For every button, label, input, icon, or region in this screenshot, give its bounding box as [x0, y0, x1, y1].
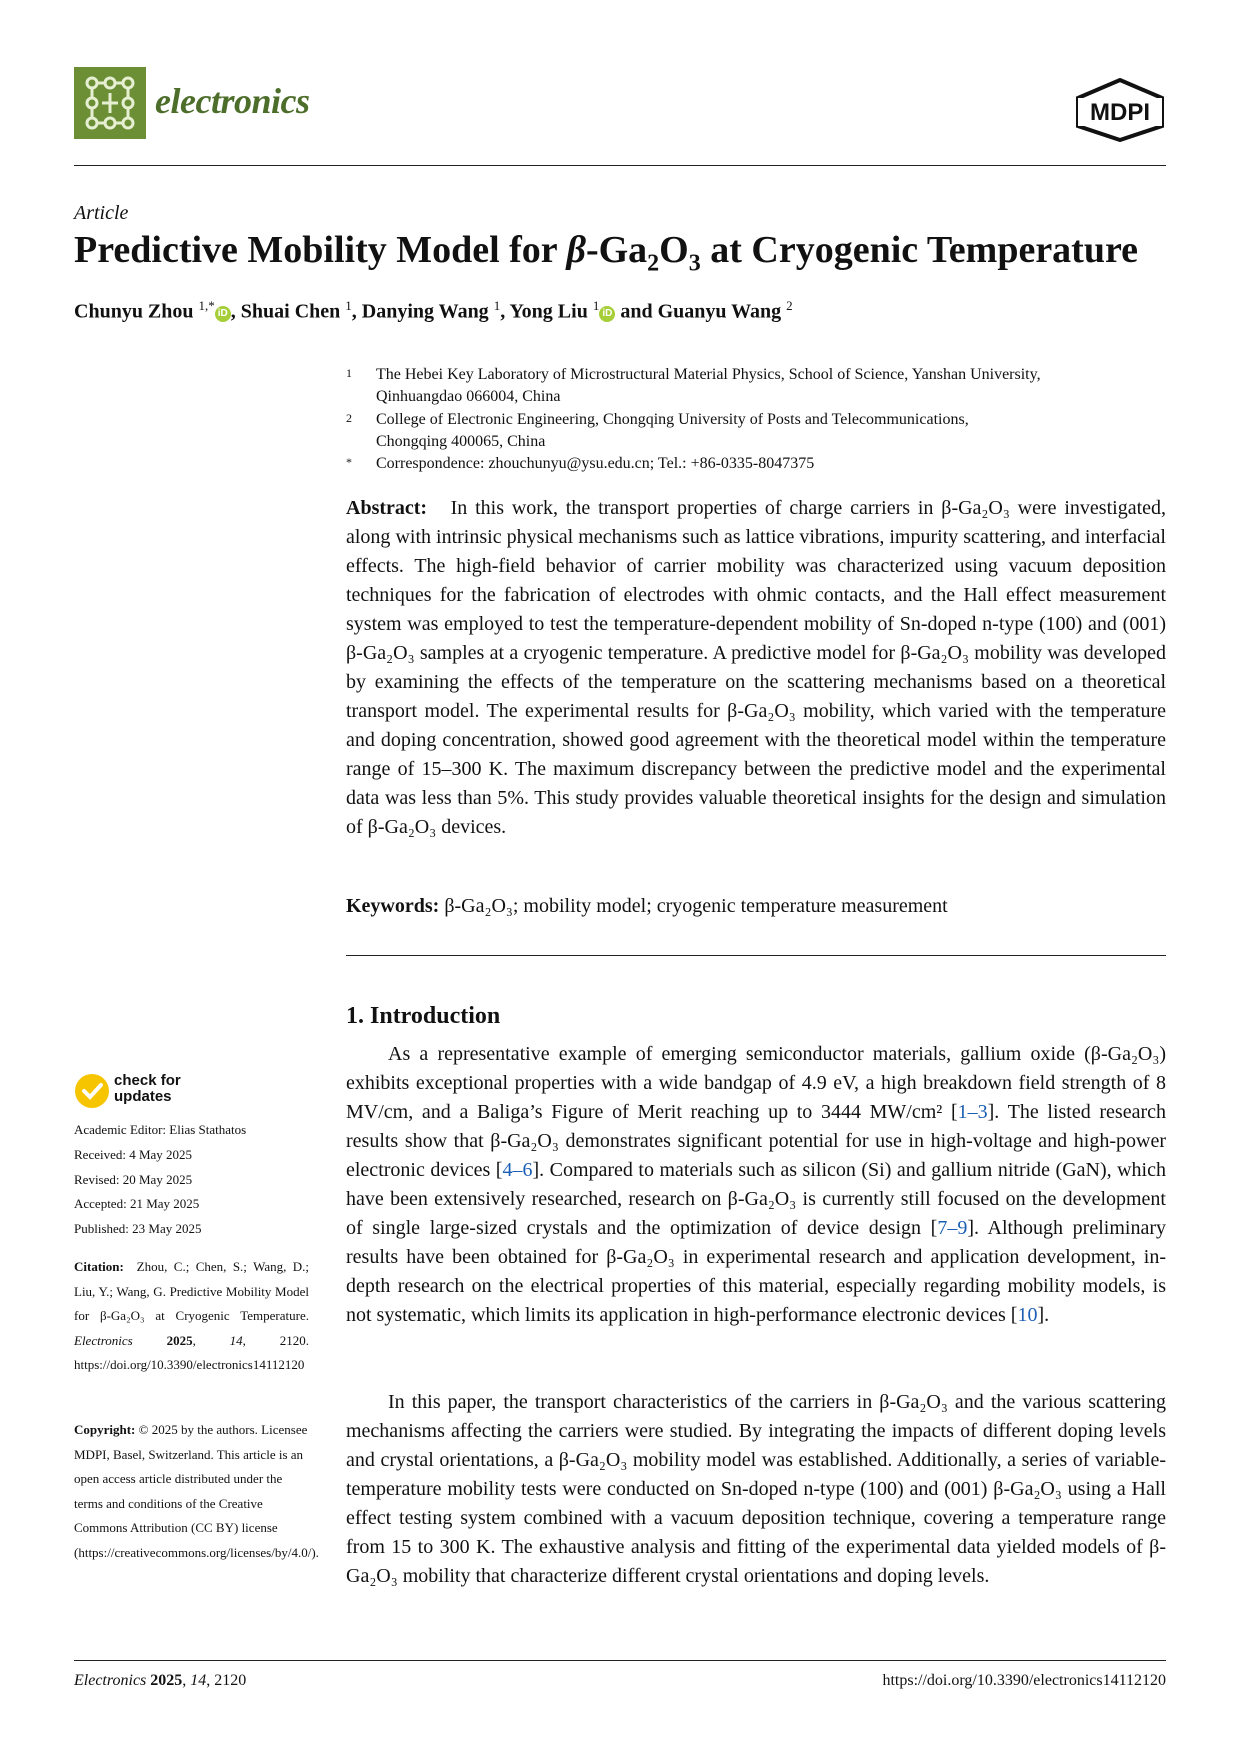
academic-editor: Academic Editor: Elias Stathatos: [74, 1122, 247, 1137]
footer-rule: [74, 1660, 1166, 1661]
author-name[interactable]: Guanyu Wang: [657, 300, 782, 323]
footer-doi-link[interactable]: https://doi.org/10.3390/electronics14112120: [882, 1672, 1166, 1689]
circuit-logo-icon: [74, 67, 146, 139]
abstract: [346, 494, 1166, 842]
mdpi-logo[interactable]: [1070, 78, 1170, 142]
author-list: Chunyu Zhou $^{1,*}$iD , Shuai Chen $^1$, Danying Wang $^1$, Yong Liu $^1$iD and Guanyu Wang $^2$: [74, 298, 793, 323]
keywords-text: β-Ga₂O₃; mobility model; cryogenic temperature measurement: [444, 895, 948, 917]
mdpi-hexagon-icon: [1070, 78, 1170, 142]
author-affil: 1: [493, 298, 501, 313]
header-rule: [74, 165, 1166, 166]
journal-logo: [74, 67, 146, 139]
author-affil: 1,*: [198, 298, 215, 313]
author-name[interactable]: Yong Liu: [509, 300, 588, 323]
journal-name[interactable]: electronics: [155, 81, 310, 121]
doi-link[interactable]: , 2120. https://doi.org/10.3390/electronics14112120: [74, 1332, 310, 1372]
author-affil: 1: [345, 298, 352, 313]
author-affil: 1: [592, 298, 600, 313]
keywords-label: Keywords:: [346, 895, 440, 917]
intro-paragraph-1: As a representative example of emerging semiconductor materials, gallium oxide (β-Ga₂O₃) exhibits exceptional properties with a wide bandgap of 4.9 eV, a high breakdown field strength of 8 MV/cm, and a Baliga’s Figure of Merit reaching up to 3444 MW/cm² [1–3]. The listed research results show that β-Ga₂O₃ demonstrates significant potential for use in high-voltage and high-power electronic devices [4–6]. Compared to materials such as silicon (Si) and gallium nitride (GaN), which have been extensively researched, research on β-Ga₂O₃ is currently still focused on the development of single large-sized crystals and the optimization of device design [7–9]. Although preliminary results have been obtained for β-Ga₂O₃ in experimental research and application development, in-depth research on the electrical properties of this material, especially regarding mobility models, is not systematic, which limits its application in high-performance electronic devices [10].: [346, 1043, 1166, 1326]
footer-citation: Electronics 2025, 14, 2120: [74, 1672, 247, 1689]
abstract-text: In this work, the transport properties of charge carriers in β-Ga₂O₃ were investigated, along with intrinsic physical mechanisms such as lattice vibrations, impurity scattering, and interfacial effects. The high-field behavior of carrier mobility was characterized using vacuum deposition techniques for the fabrication of electrodes with ohmic contacts, and the Hall effect measurement system was employed to test the temperature-dependent mobility of Sn-doped n-type (100) and (001) β-Ga₂O₃ samples at a cryogenic temperature. A predictive model for β-Ga₂O₃ mobility was developed by examining the effects of the temperature on the scattering mechanisms based on a theoretical transport model. The experimental results for β-Ga₂O₃ mobility, which varied with the temperature and doping concentration, showed good agreement with the theoretical model within the temperature range of 15–300 K. The maximum discrepancy between the predictive model and the experimental data was less than 5%. This study provides valuable theoretical insights for the design and simulation of β-Ga₂O₃ devices.: [346, 497, 1166, 838]
correspondence: * Correspondence: zhouchunyu@ysu.edu.cn; Tel.: +86-0335-8047375: [346, 455, 815, 472]
keywords: [346, 892, 1166, 921]
affiliation: 2 College of Electronic Engineering, Chongqing University of Posts and Telecommunications, Chongqing 400065, China: [346, 411, 969, 450]
author-name[interactable]: Danying Wang: [361, 300, 489, 323]
intro-paragraph-2: In this paper, the transport characteristics of the carriers in β-Ga₂O₃ and the various scattering mechanisms affecting the carriers were studied. By integrating the impacts of different doping levels and crystal orientations, a β-Ga₂O₃ mobility model was established. Additionally, a series of variable-temperature mobility tests were conducted on Sn-doped n-type (100) and (001) β-Ga₂O₃ using a Hall effect testing system combined with a vacuum deposition technique, covering a temperature range from 15 to 300 K. The exhaustive analysis and fitting of the experimental data yielded models of β-Ga₂O₃ mobility that characterize different crystal orientations and doping levels.: [346, 1391, 1166, 1587]
citation-link[interactable]: 10: [1017, 1304, 1038, 1326]
publisher-name: MDPI: [1090, 99, 1150, 126]
citation-link[interactable]: 4–6: [502, 1159, 533, 1181]
abstract-label: Abstract:: [346, 497, 428, 519]
author-name[interactable]: Shuai Chen: [240, 300, 341, 323]
section-heading: 1. Introduction: [346, 1003, 501, 1029]
author-name[interactable]: Chunyu Zhou: [74, 300, 194, 323]
orcid-icon[interactable]: iD: [215, 306, 231, 322]
check-updates-label: check for: [114, 1072, 181, 1089]
citation-link[interactable]: 1–3: [957, 1101, 988, 1123]
author-affil: 2: [786, 298, 793, 313]
history-dates: Received: 4 May 2025 Revised: 20 May 2025 Accepted: 21 May 2025 Published: 23 May 2025: [74, 1147, 202, 1236]
copyright-block: Copyright: © 2025 by the authors. Licensee MDPI, Basel, Switzerland. This article is an open access article distributed under the terms and conditions of the Creative Commons Attribution (CC BY) license (https://creativecommons.org/licenses/by/4.0/).: [74, 1422, 319, 1560]
citation-block: Citation: Zhou, C.; Chen, S.; Wang, D.; Liu, Y.; Wang, G. Predictive Mobility Model for β-Ga₂O₃ at Cryogenic Temperature. Electronics 2025, 14, 2120. https://doi.org/10.3390/electronics14112120: [74, 1259, 310, 1372]
orcid-icon[interactable]: iD: [599, 306, 615, 322]
check-updates-label: updates: [114, 1088, 172, 1105]
abstract-rule: [346, 955, 1166, 956]
citation-link[interactable]: 7–9: [937, 1217, 968, 1239]
check-updates-icon: [74, 1073, 110, 1109]
article-type: Article: [74, 202, 129, 224]
affiliation: 1 The Hebei Key Laboratory of Microstructural Material Physics, School of Science, Yanshan University, Qinhuangdao 066004, China: [346, 366, 1041, 405]
page-title: Predictive Mobility Model for $\beta-Ga_2O_3$ at Cryogenic Temperature: [74, 229, 1139, 277]
